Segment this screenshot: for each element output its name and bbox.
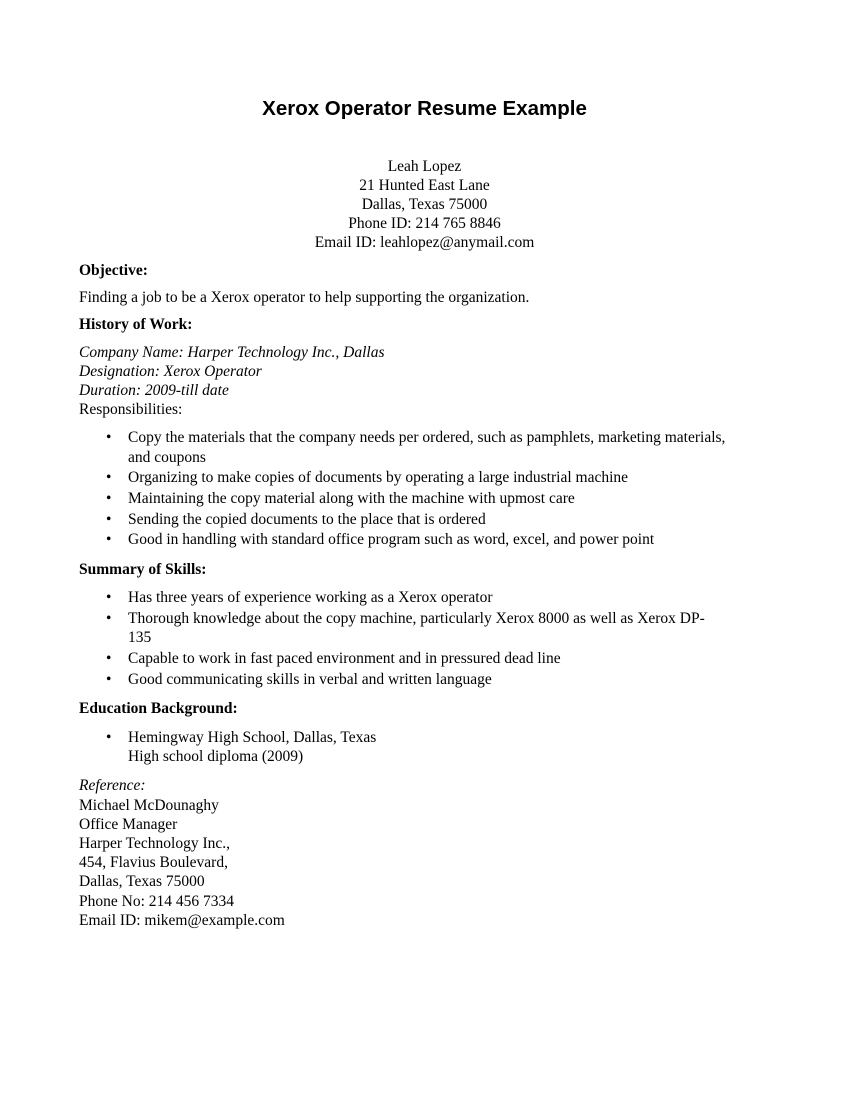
list-item-text: Good communicating skills in verbal and written language bbox=[128, 670, 492, 688]
list-item bbox=[79, 489, 779, 508]
list-item bbox=[79, 510, 779, 529]
reference-line: Harper Technology Inc., bbox=[79, 835, 230, 853]
page-title: Xerox Operator Resume Example bbox=[262, 97, 587, 120]
list-item bbox=[79, 588, 779, 607]
contact-city: Dallas, Texas 75000 bbox=[361, 196, 488, 213]
list-item bbox=[79, 670, 779, 689]
bullet-icon: • bbox=[106, 589, 112, 607]
bullet-icon: • bbox=[106, 510, 112, 528]
contact-phone: Phone ID: 214 765 8846 bbox=[348, 215, 501, 232]
bullet-icon: • bbox=[106, 670, 112, 688]
contact-address: 21 Hunted East Lane bbox=[359, 177, 490, 194]
list-item-text: Sending the copied documents to the place that is ordered bbox=[128, 510, 486, 528]
objective-text: Finding a job to be a Xerox operator to help supporting the organization. bbox=[79, 289, 530, 307]
bullet-icon: • bbox=[106, 610, 112, 628]
responsibilities-list bbox=[79, 428, 779, 549]
contact-block bbox=[0, 157, 849, 252]
reference-line: Email ID: mikem@example.com bbox=[79, 911, 285, 929]
reference-line: Michael McDounaghy bbox=[79, 796, 219, 814]
bullet-icon: • bbox=[106, 469, 112, 487]
contact-name: Leah Lopez bbox=[387, 158, 462, 175]
list-item-text: Maintaining the copy material along with the machine with upmost care bbox=[128, 490, 575, 508]
list-item bbox=[79, 468, 779, 487]
reference-line: 454, Flavius Boulevard, bbox=[79, 854, 228, 872]
reference-line: Phone No: 214 456 7334 bbox=[79, 892, 234, 910]
contact-email: Email ID: leahlopez@anymail.com bbox=[314, 234, 535, 251]
list-item-text: Organizing to make copies of documents by operating a large industrial machine bbox=[128, 469, 629, 487]
list-item bbox=[79, 728, 779, 766]
bullet-icon: • bbox=[106, 649, 112, 667]
list-item-text: Hemingway High School, Dallas, Texas bbox=[128, 728, 377, 746]
list-item-text: Has three years of experience working as a Xerox operator bbox=[128, 589, 493, 607]
bullet-icon: • bbox=[106, 728, 112, 746]
resume-body bbox=[79, 261, 779, 930]
list-item-text: Copy the materials that the company needs per ordered, such as pamphlets, marketing materials, bbox=[128, 429, 726, 447]
list-item bbox=[79, 530, 779, 549]
reference-line: Dallas, Texas 75000 bbox=[79, 873, 205, 891]
reference-line: Office Manager bbox=[79, 815, 178, 833]
reference-block bbox=[79, 796, 779, 930]
list-item-text: Good in handling with standard office program such as word, excel, and power point bbox=[128, 531, 655, 549]
skills-heading: Summary of Skills: bbox=[79, 561, 207, 579]
list-item bbox=[79, 609, 779, 647]
list-item-text: High school diploma (2009) bbox=[128, 747, 304, 765]
work-company: Company Name: Harper Technology Inc., Dallas bbox=[79, 343, 385, 361]
work-designation: Designation: Xerox Operator bbox=[79, 362, 262, 380]
list-item-text: 135 bbox=[128, 629, 152, 647]
work-heading: History of Work: bbox=[79, 316, 193, 334]
reference-label: Reference: bbox=[79, 777, 146, 795]
skills-list bbox=[79, 588, 779, 689]
list-item-text: Thorough knowledge about the copy machine, particularly Xerox 8000 as well as Xerox DP- bbox=[128, 610, 705, 628]
education-list bbox=[79, 728, 779, 766]
list-item-text: Capable to work in fast paced environment and in pressured dead line bbox=[128, 649, 561, 667]
objective-heading: Objective: bbox=[79, 262, 148, 279]
list-item bbox=[79, 649, 779, 668]
bullet-icon: • bbox=[106, 490, 112, 508]
work-duration: Duration: 2009-till date bbox=[79, 382, 229, 400]
list-item bbox=[79, 428, 779, 466]
education-heading: Education Background: bbox=[79, 700, 238, 718]
list-item-text: and coupons bbox=[128, 448, 206, 466]
bullet-icon: • bbox=[106, 531, 112, 549]
responsibilities-label: Responsibilities: bbox=[79, 401, 183, 419]
bullet-icon: • bbox=[106, 429, 112, 447]
